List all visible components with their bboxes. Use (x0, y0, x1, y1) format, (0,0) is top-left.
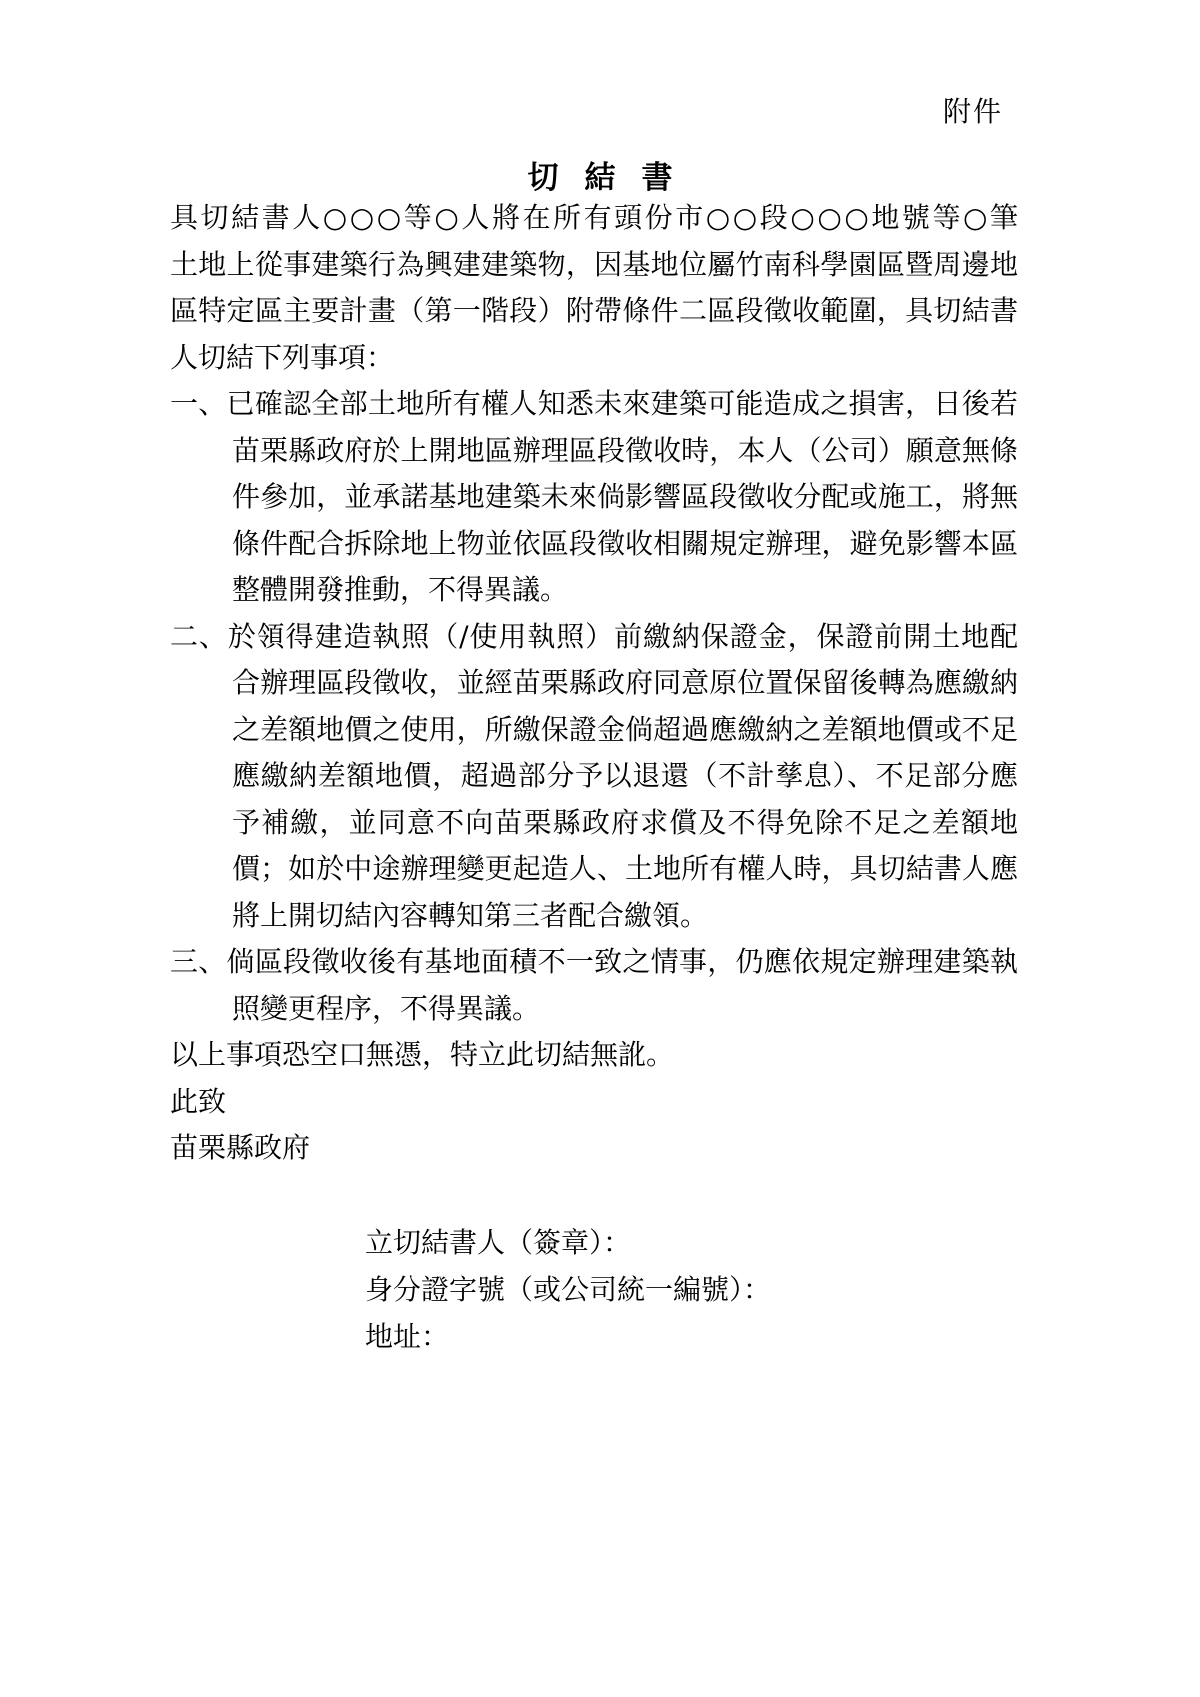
signature-line: 身分證字號（或公司統一編號）： (365, 1273, 772, 1306)
document-title: 切結書 (527, 160, 699, 196)
document-line: 三、倘區段徵收後有基地面積不一致之情事，仍應依規定辦理建築執 (170, 945, 1018, 978)
document-line: 整體開發推動，不得異議。 (232, 573, 569, 606)
document-line: 土地上從事建築行為興建建築物，因基地位屬竹南科學園區暨周邊地 (170, 247, 1018, 281)
document-line: 件參加，並承諾基地建築未來倘影響區段徵收分配或施工，將無 (232, 480, 1018, 513)
attachment-label: 附件 (943, 95, 1004, 128)
signature-line: 地址： (365, 1320, 450, 1353)
document-line: 人切結下列事項： (170, 340, 395, 374)
document-line: 合辦理區段徵收，並經苗栗縣政府同意原位置保留後轉為應繳納 (232, 666, 1018, 699)
document-line: 應繳納差額地價，超過部分予以退還（不計孳息）、不足部分應 (232, 759, 1018, 792)
document-line: 之差額地價之使用，所繳保證金倘超過應繳納之差額地價或不足 (232, 712, 1018, 746)
document-line: 苗栗縣政府 (170, 1131, 311, 1164)
document-line: 將上開切結內容轉知第三者配合繳領。 (232, 898, 709, 932)
document-line: 條件配合拆除地上物並依區段徵收相關規定辦理，避免影響本區 (232, 526, 1018, 560)
document-line: 價；如於中途辦理變更起造人、土地所有權人時，具切結書人應 (232, 852, 1018, 885)
document-line: 苗栗縣政府於上開地區辦理區段徵收時，本人（公司）願意無條 (232, 433, 1018, 467)
signature-block (365, 1219, 771, 1360)
signature-line: 立切結書人（簽章）： (365, 1226, 632, 1259)
document-line: 以上事項恐空口無憑，特立此切結無訛。 (170, 1038, 675, 1071)
document-body (170, 195, 1018, 1172)
document-line: 區特定區主要計畫（第一階段）附帶條件二區段徵收範圍，具切結書 (170, 294, 1018, 327)
document-line: 具切結書人○○○等○人將在所有頭份市○○段○○○地號等○筆 (170, 201, 1018, 234)
document-line: 此致 (170, 1084, 227, 1118)
document-line: 一、已確認全部土地所有權人知悉未來建築可能造成之損害，日後若 (170, 387, 1018, 420)
document-line: 予補繳，並同意不向苗栗縣政府求償及不得免除不足之差額地 (232, 805, 1018, 839)
document-line: 二、於領得建造執照（/使用執照）前繳納保證金，保證前開土地配 (170, 619, 1018, 653)
document-line: 照變更程序，不得異議。 (232, 991, 541, 1025)
